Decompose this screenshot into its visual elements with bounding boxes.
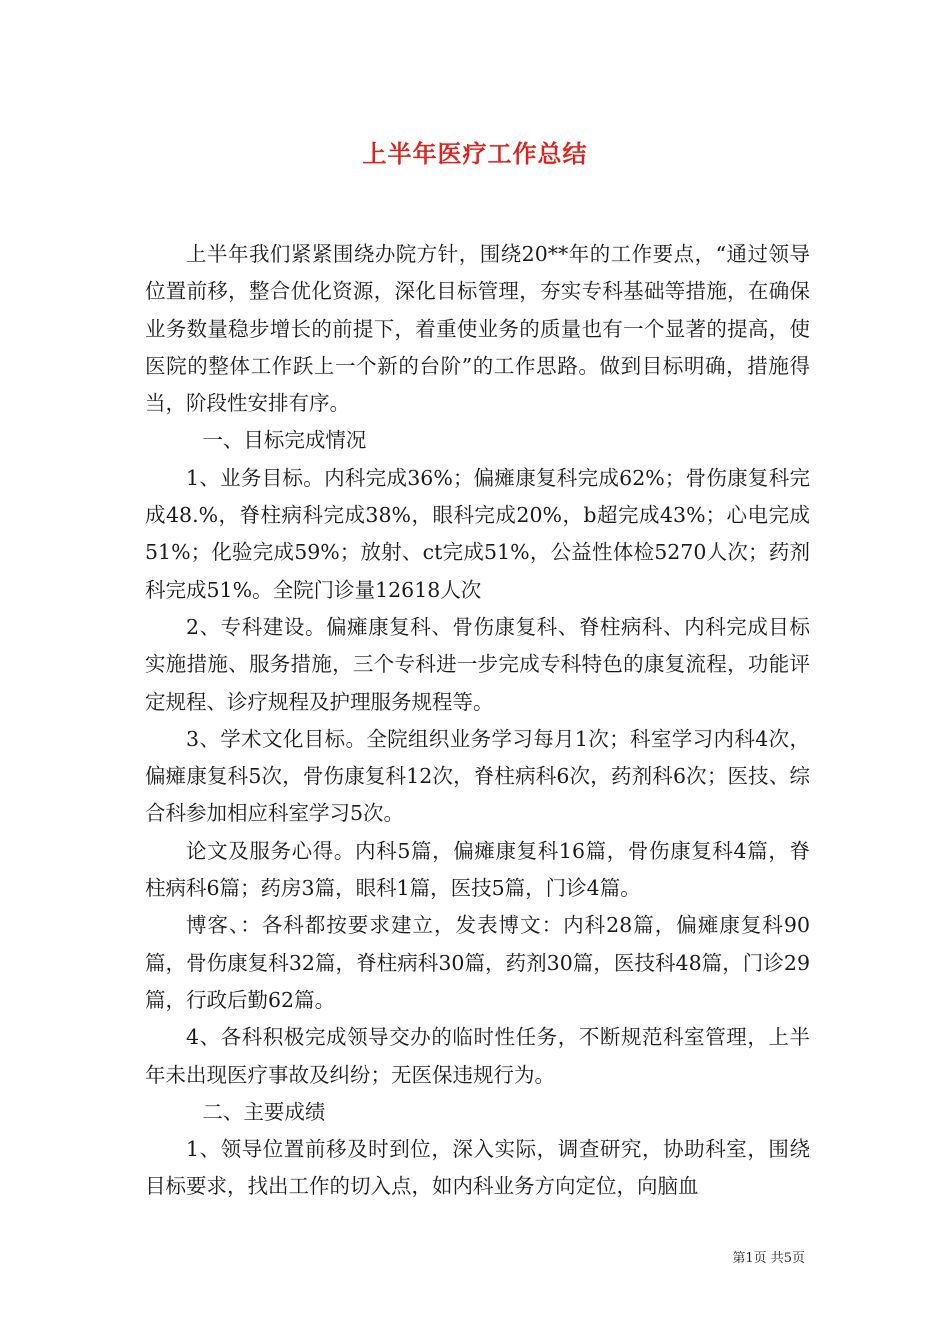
paragraph-leadership: 1、领导位置前移及时到位，深入实际，调查研究，协助科室，围绕目标要求，找出工作的切入点，如内科业务方向定位，向脑血: [145, 1137, 810, 1199]
document-title: 上半年医疗工作总结: [362, 140, 588, 168]
paragraph-temporary-tasks: 4、各科积极完成领导交办的临时性任务，不断规范科室管理，上半年未出现医疗事故及纠纷；无医保违规行为。: [145, 1025, 810, 1087]
paragraph-papers: 论文及服务心得。内科5篇，偏瘫康复科16篇，骨伤康复科4篇，脊柱病科6篇；药房3篇，眼科1篇，医技5篇，门诊4篇。: [145, 838, 810, 901]
page-number-footer: 第1页 共5页: [732, 1251, 805, 1266]
paragraph-academic-goals: 3、学术文化目标。全院组织业务学习每月1次；科室学习内科4次，偏瘫康复科5次，骨伤康复科12次，脊柱病科6次，药剂科6次；医技、综合科参加相应科室学习5次。: [145, 726, 810, 826]
paragraph-blogs: 博客、：各科都按要求建立，发表博文：内科28篇，偏瘫康复科90篇，骨伤康复科32篇，脊柱病科30篇，药剂30篇，医技科48篇，门诊29篇，行政后勤62篇。: [145, 913, 810, 1012]
paragraph-business-goals: 1、业务目标。内科完成36%；偏瘫康复科完成62%；骨伤康复科完成48.%，脊柱病科完成38%，眼科完成20%，b超完成43%；心电完成51%；化验完成59%；放射、ct完成51%，公益性体检5270人次；药剂科完成51%。全院门诊量12618人次: [145, 465, 810, 602]
section-heading-achievements: 二、主要成绩: [202, 1099, 326, 1124]
paragraph-intro: 上半年我们紧紧围绕办院方针，围绕20**年的工作要点，“通过领导位置前移，整合优化资源，深化目标管理，夯实专科基础等措施，在确保业务数量稳步增长的前提下，着重使业务的质量也有一个显著的提高，使医院的整体工作跃上一个新的台阶”的工作思路。做到目标明确，措施得当，阶段性安排有序。: [145, 242, 810, 416]
paragraph-specialty-construction: 2、专科建设。偏瘫康复科、骨伤康复科、脊柱病科、内科完成目标实施措施、服务措施，三个专科进一步完成专科特色的康复流程，功能评定规程、诊疗规程及护理服务规程等。: [145, 614, 810, 714]
document-body: [145, 236, 810, 1206]
section-heading-goals: 一、目标完成情况: [202, 428, 367, 453]
